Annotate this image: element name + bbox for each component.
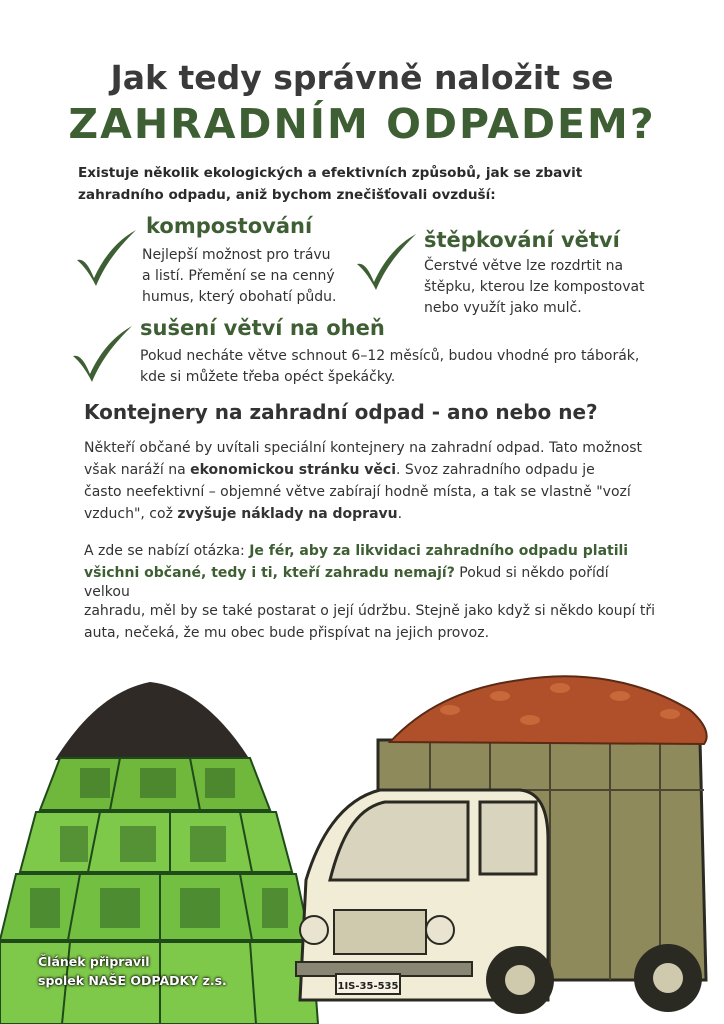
text-span: vzduch", což: [84, 506, 178, 522]
text-span: však naráží na: [84, 462, 191, 478]
checkmark-icon: [354, 232, 418, 292]
section-text-kompostovani: [142, 245, 336, 308]
intro-line: Existuje několik ekologických a efektivních způsobů, jak se zbavit: [78, 165, 583, 181]
text-span: .: [397, 506, 403, 522]
title-line-1: Jak tedy správně naložit se: [110, 58, 614, 97]
text-line: [84, 600, 664, 622]
text-span: Pokud si někdo pořídí: [454, 565, 609, 581]
credit-line: Článek připravil: [38, 954, 150, 969]
section-text-suseni: [140, 346, 639, 388]
checkmark-icon: [70, 324, 134, 384]
text-span: Někteří občané by uvítali speciální kontejnery na zahradní odpad. Tato možnost: [84, 440, 643, 456]
text-span: často neefektivní – objemné větve zabírají hodně místa, a tak se vlastně "vozí: [84, 484, 631, 500]
intro-line: zahradního odpadu, aniž bychom znečišťovali ovzduší:: [78, 187, 496, 203]
truck-grille: [334, 910, 426, 954]
text-line: [84, 459, 664, 481]
text-line: [84, 437, 664, 459]
emphasis-text: ekonomickou stránku věci: [190, 462, 397, 478]
truck-wheel-hub: [505, 965, 535, 995]
truck-side-window: [480, 802, 536, 874]
text-line: Nejlepší možnost pro trávu: [142, 247, 331, 263]
text-span: zahradu, měl by se také postarat o její údržbu. Stejně jako když si někdo koupí tři: [84, 603, 655, 619]
checkmark-icon: [74, 228, 138, 288]
text-line: štěpku, kterou lze kompostovat: [424, 279, 645, 295]
section-heading-kontejnery: Kontejnery na zahradní odpad - ano nebo ne?: [84, 400, 598, 424]
text-line: a listí. Přemění se na cenný: [142, 268, 335, 284]
text-span: . Svoz zahradního odpadu je: [396, 462, 595, 478]
text-line: [84, 503, 664, 525]
truck-wheel-hub: [653, 963, 683, 993]
intro-text: [78, 162, 638, 206]
text-line: nebo využít jako mulč.: [424, 300, 582, 316]
section-title-suseni: sušení větví na oheň: [140, 316, 385, 340]
compost-soil: [55, 682, 250, 760]
truck-headlight: [300, 916, 328, 944]
text-line: [84, 584, 664, 600]
title-line-2: ZAHRADNÍM ODPADEM?: [68, 100, 656, 148]
text-line: Pokud necháte větve schnout 6–12 měsíců, budou vhodné pro táborák,: [140, 348, 640, 364]
emphasis-text: zvyšuje náklady na dopravu: [177, 506, 398, 522]
leaves-pile: [390, 676, 707, 744]
text-line: [84, 481, 664, 503]
text-line: kde si můžete třeba opéct špekáčky.: [140, 369, 396, 385]
highlight-text: všichni občané, tedy i ti, kteří zahradu nemají?: [84, 565, 455, 581]
credit-line: spolek NAŠE ODPADKY z.s.: [38, 973, 227, 988]
text-line: [84, 562, 664, 584]
section-title-kompostovani: kompostování: [146, 214, 313, 238]
paragraph-otazka: [84, 540, 664, 644]
license-plate-text: 1IS-35-535: [337, 981, 399, 992]
text-line: Čerstvé větve lze rozdrtit na: [424, 258, 624, 274]
paragraph-kontejnery: [84, 437, 664, 525]
section-text-stepkovani: [424, 256, 645, 319]
section-title-stepkovani: štěpkování větví: [424, 228, 620, 252]
article-credit: [38, 952, 227, 990]
text-line: humus, který obohatí půdu.: [142, 289, 337, 305]
text-span: A zde se nabízí otázka:: [84, 543, 250, 559]
highlight-text: Je fér, aby za likvidaci zahradního odpadu platili: [249, 543, 629, 559]
text-line: [84, 540, 664, 562]
text-span: velkou: [84, 584, 130, 600]
truck-headlight: [426, 916, 454, 944]
text-span: auta, nečeká, že mu obec bude přispívat na jejich provoz.: [84, 625, 490, 641]
